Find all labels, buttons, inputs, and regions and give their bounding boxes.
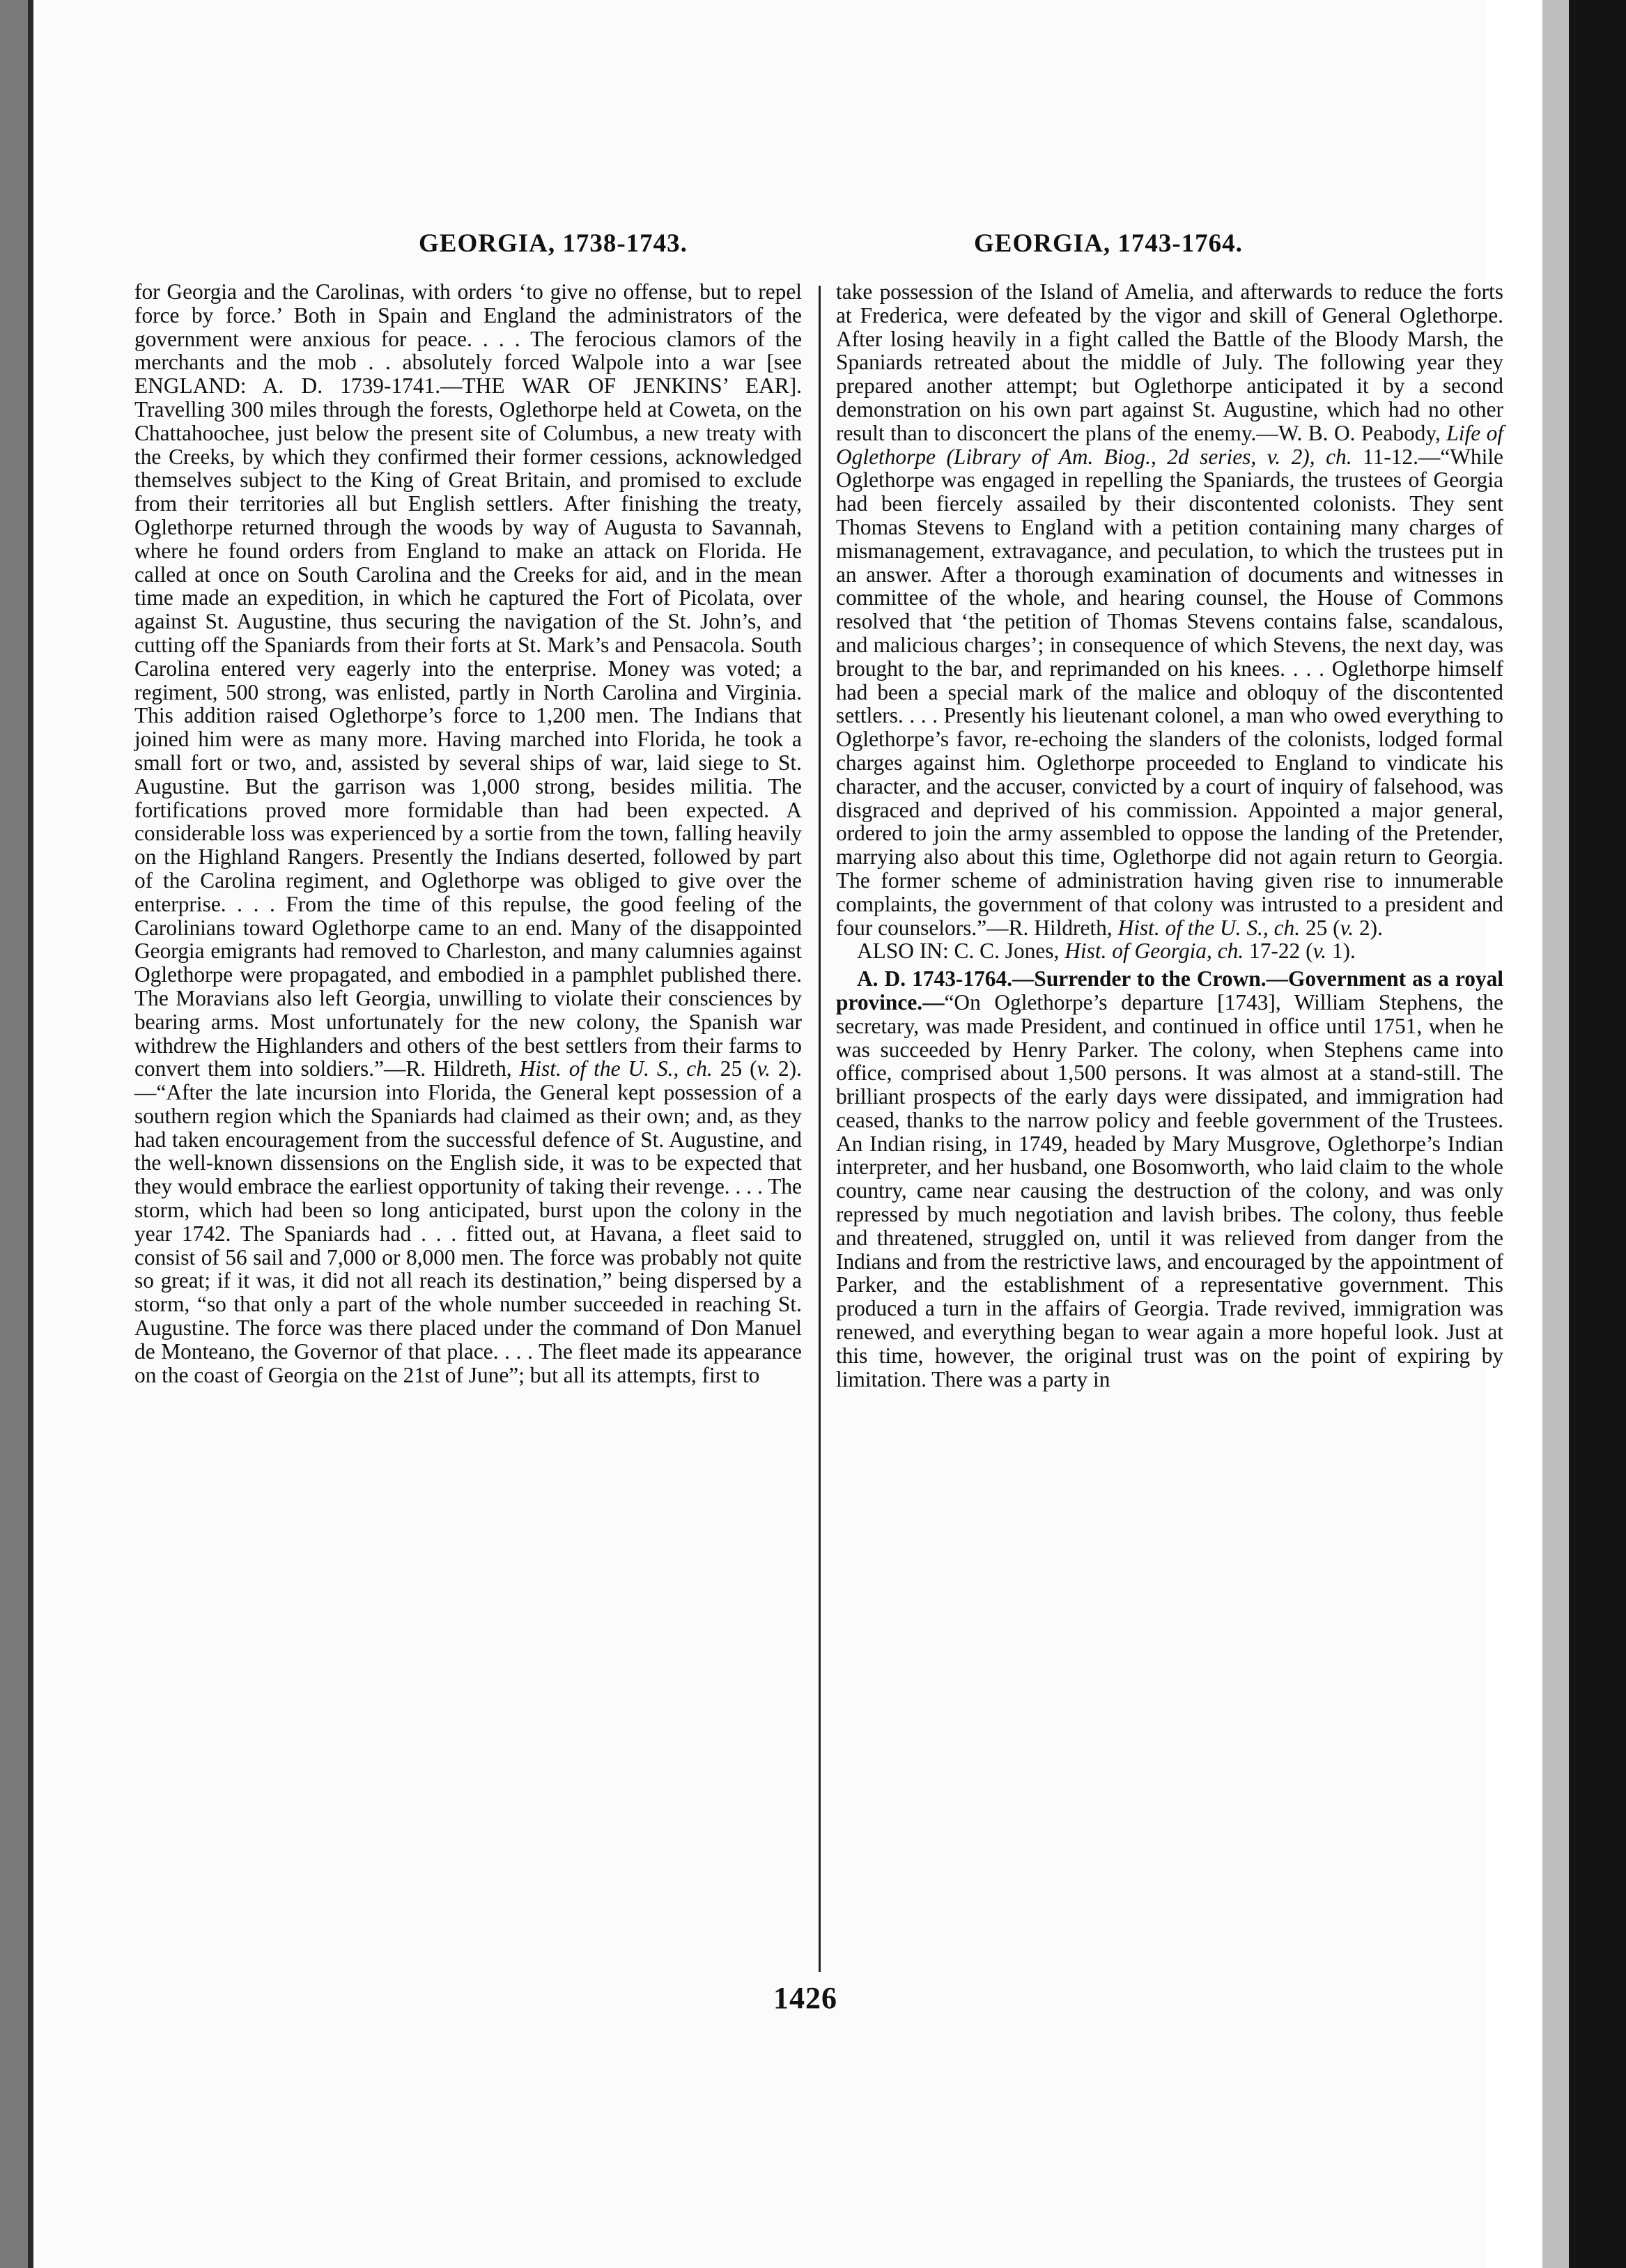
citation-title: Life of Oglethorpe (Library of Am. Biog., 2d series, v. 2), ch. xyxy=(836,420,1503,469)
right-paragraph-2 xyxy=(836,967,1503,1391)
citation-volume: v. xyxy=(1340,915,1354,940)
left-column xyxy=(134,280,802,1387)
page-number: 1426 xyxy=(773,1981,837,2015)
scan-right-margin xyxy=(1542,0,1569,2268)
also-in-title: Hist. of Georgia, ch. xyxy=(1064,939,1244,964)
also-in-text: C. C. Jones, xyxy=(948,939,1065,964)
left-text-2: 2).—“After the late incursion into Florida, the General kept possession of a southern region which the Spaniards had claimed as their own; and, as they had taken encouragement from the successful defence of St. Augustine, and the well-known dissensions on the English side, it was to be expected that they would embrace the earliest opportunity of taking their revenge. . . . The storm, which had been so long anticipated, burst upon the colony in the year 1742. The Spaniards had . . . fitted out, at Havana, a fleet said to consist of 56 sail and 7,000 or 8,000 men. The force was probably not quite so great; if it was, it did not all reach its destination,” being dispersed by a storm, “so that only a part of the whole number succeeded in reaching St. Augustine. The force was there placed under the command of Don Manuel de Monteano, the Governor of that place. . . . The fleet made its appearance on the coast of Georgia on the 21st of June”; but all its attempts, first to xyxy=(134,1056,802,1387)
left-paragraph xyxy=(134,280,802,1387)
also-in-label: ALSO IN: xyxy=(857,939,949,964)
scan-left-shadow xyxy=(28,0,33,2268)
left-text-1: for Georgia and the Carolinas, with orders ‘to give no offense, but to repel force by force.’ Both in Spain and England the administrators of the government were anxious for peace. . . . The ferocious clamors of the merchants and the mob . . absolutely forced Walpole into a war [see ENGLAND: A. D. 1739-1741.—THE WAR OF JENKINS’ EAR]. Travelling 300 miles through the forests, Oglethorpe held at Coweta, on the Chattahoochee, just below the present site of Columbus, a new treaty with the Creeks, by which they confirmed their former cessions, acknowledged themselves subject to the King of Great Britain, and promised to exclude from their territories all but English settlers. After finishing the treaty, Oglethorpe returned through the woods by way of Augusta to Savannah, where he found orders from England to make an attack on Florida. He called at once on South Carolina and the Creeks for aid, and in the mean time made an expedition, in which he captured the Fort of Picolata, over against St. Augustine, thus securing the navigation of the St. John’s, and cutting off the Spaniards from their forts at St. Mark’s and Pensacola. South Carolina entered very eagerly into the enterprise. Money was voted; a regiment, 500 strong, was enlisted, partly in North Carolina and Virginia. This addition raised Oglethorpe’s force to 1,200 men. The Indians that joined him were as many more. Having marched into Florida, he took a small fort or two, and, assisted by several ships of war, laid siege to St. Augustine. But the garrison was 1,000 strong, besides militia. The fortifications proved more formidable than had been expected. A considerable loss was experienced by a sortie from the town, falling heavily on the Highland Rangers. Presently the Indians deserted, followed by part of the Carolina regiment, and Oglethorpe was obliged to give over the enterprise. . . . From the time of this repulse, the good feeling of the Carolinians toward Oglethorpe came to an end. Many of the disappointed Georgia emigrants had removed to Charleston, and many calumnies against Oglethorpe were propagated, and embodied in a pamphlet published there. The Moravians also left Georgia, unwilling to violate their consciences by bearing arms. Most unfortunately for the new colony, the Spanish war withdrew the Highlanders and others of the best settlers from their farms to convert them into soldiers.”—R. Hildreth, xyxy=(134,279,802,1081)
column-rule xyxy=(819,286,821,1972)
scan-left-edge xyxy=(0,0,28,2268)
section-heading: A. D. 1743-1764.—Surrender to the Crown.—Government as a royal province.— xyxy=(836,966,1503,1015)
right-text-1: take possession of the Island of Amelia, and afterwards to reduce the forts at Frederica, were defeated by the vigor and skill of General Oglethorpe. After losing heavily in a fight called the Battle of the Bloody Marsh, the Spaniards retreated about the middle of July. The following year they prepared another attempt; but Oglethorpe anticipated it by a second demonstration on his own part against St. Augustine, which had no other result than to disconcert the plans of the enemy.—W. B. O. Peabody, xyxy=(836,279,1503,445)
also-in-paragraph xyxy=(836,939,1503,963)
citation-close: 2). xyxy=(1354,915,1383,940)
right-paragraph-1 xyxy=(836,280,1503,939)
right-text-3: “On Oglethorpe’s departure [1743], William Stephens, the secretary, was made President, and continued in office until 1751, when he was succeeded by Henry Parker. The colony, when Stephens came into office, comprised about 1,500 persons. It was almost at a stand-still. The brilliant prospects of the early days were dissipated, and immigration had ceased, thanks to the narrow policy and feeble government of the Trustees. An Indian rising, in 1749, headed by Mary Musgrove, Oglethorpe’s Indian interpreter, and her husband, one Bosomworth, who laid claim to the whole country, came near causing the destruction of the colony, and was only repressed by much negotiation and lavish bribes. The colony, thus feeble and threatened, struggled on, until it was relieved from danger from the Indians and from the restrictive laws, and encouraged by the appointment of Parker, and the establishment of a representative government. This produced a turn in the affairs of Georgia. Trade revived, immigration was renewed, and everything began to wear again a more hopeful look. Just at this time, however, the original trust was on the point of expiring by limitation. There was a party in xyxy=(836,989,1503,1391)
citation-number: 25 ( xyxy=(712,1056,757,1081)
also-in-rest: 17-22 ( xyxy=(1244,939,1313,964)
book-page xyxy=(33,0,1503,2268)
running-head-left: GEORGIA, 1738-1743. xyxy=(419,229,688,258)
citation-title: Hist. of the U. S., ch. xyxy=(1117,915,1301,940)
scan-right-edge xyxy=(1569,0,1626,2268)
right-text-2: 11-12.—“While Oglethorpe was engaged in repelling the Spaniards, the trustees of Georgia had been fiercely assailed by their discontented colonists. They sent Thomas Stevens to England with a petition containing many charges of mismanagement, extravagance, and peculation, to which the trustees put in an answer. After a thorough examination of documents and witnesses in committee of the whole, and hearing counsel, the House of Commons resolved that ‘the petition of Thomas Stevens contains false, scandalous, and malicious charges’; in consequence of which Stevens, the next day, was brought to the bar, and reprimanded on his knees. . . . Oglethorpe himself had been a special mark of the malice and obloquy of the discontented settlers. . . . Presently his lieutenant colonel, a man who owed everything to Oglethorpe’s favor, re-echoing the slanders of the colonists, lodged formal charges against him. Oglethorpe proceeded to England to vindicate his character, and the accuser, convicted by a court of inquiry of falsehood, was disgraced and deprived of his commission. Appointed a major general, ordered to join the army assembled to oppose the landing of the Pretender, marrying also about this time, Oglethorpe did not again return to Georgia. The former scheme of administration having given rise to innumerable complaints, the government of that colony was intrusted to a president and four counselors.”—R. Hildreth, xyxy=(836,444,1503,940)
running-head-right: GEORGIA, 1743-1764. xyxy=(974,229,1243,258)
right-column xyxy=(836,280,1503,1391)
citation-title: Hist. of the U. S., ch. xyxy=(519,1056,713,1081)
also-in-volume: v. xyxy=(1313,939,1327,964)
also-in-close: 1). xyxy=(1326,939,1356,964)
citation-volume: v. xyxy=(757,1056,771,1081)
citation-number: 25 ( xyxy=(1300,915,1340,940)
